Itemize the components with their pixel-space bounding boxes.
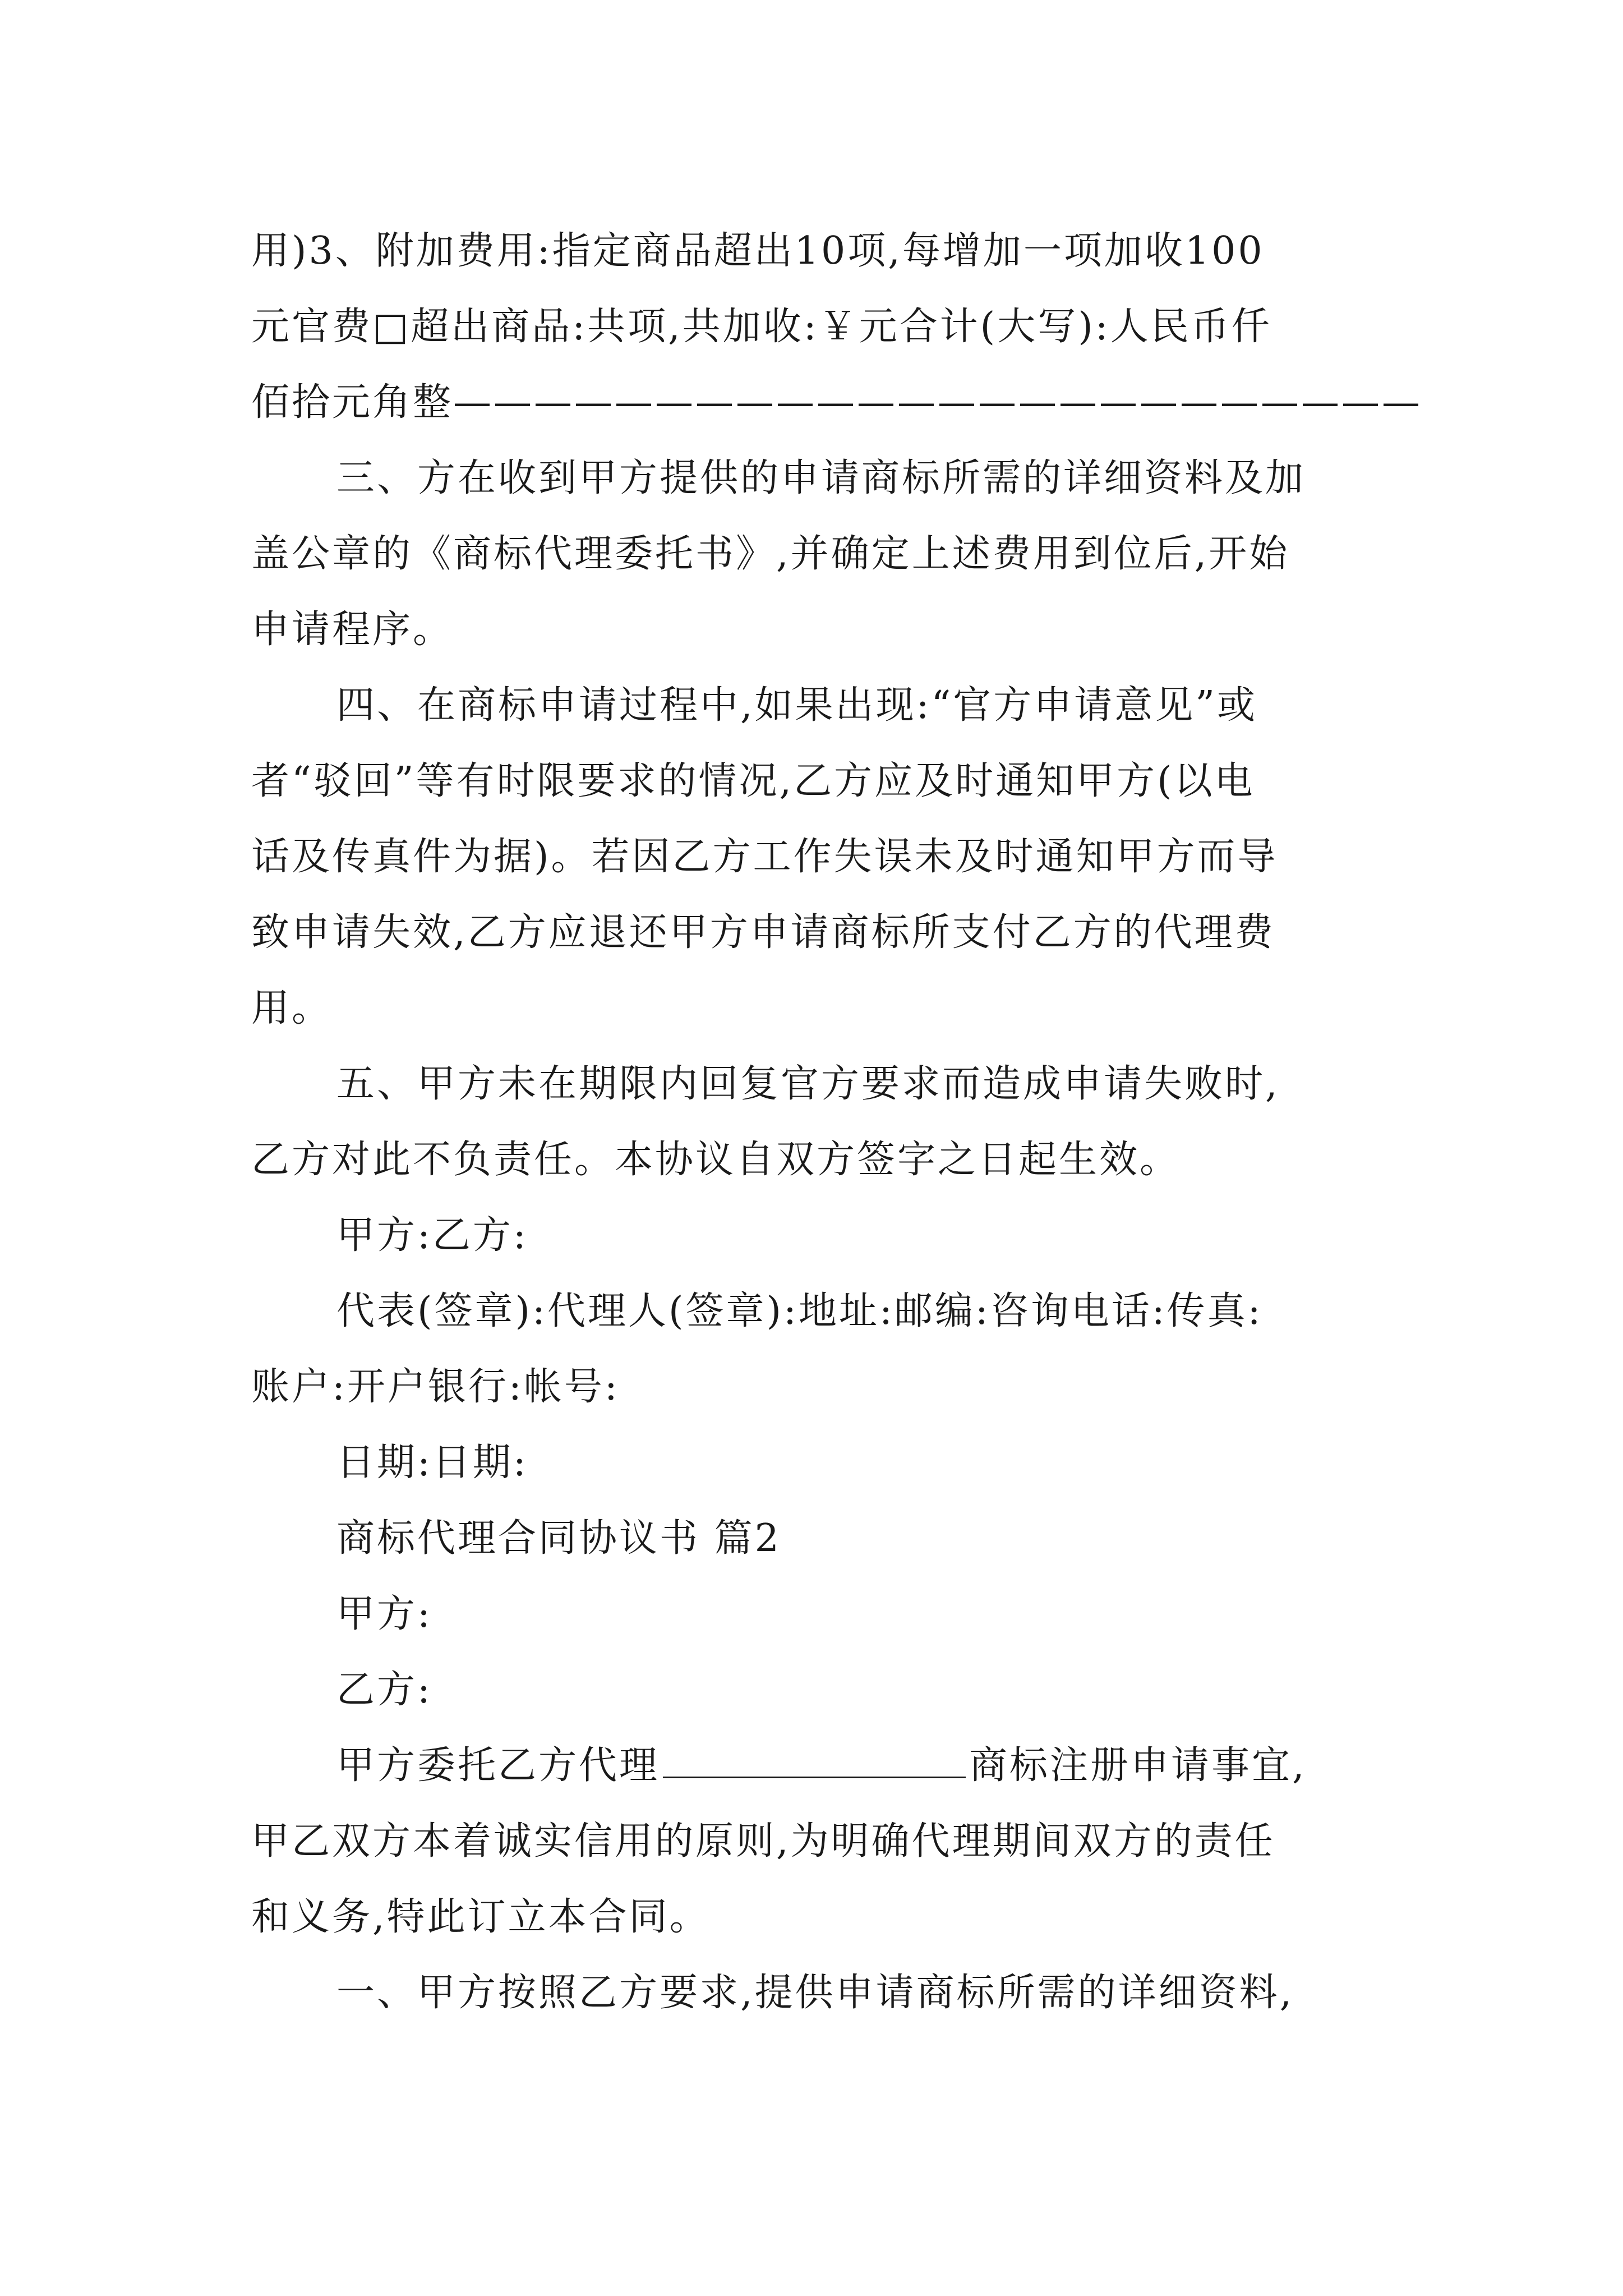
signature-fields: 代表(签章):代理人(签章):地址:邮编:咨询电话:传真: [336, 1289, 1263, 1333]
party-a-label: 甲方: [336, 1592, 432, 1636]
account-fields: 账户:开户银行:帐号: [251, 1365, 620, 1409]
text-line: 和义务,特此订立本合同。 [251, 1895, 710, 1939]
text-line: 致申请失效,乙方应退还甲方申请商标所支付乙方的代理费 [251, 910, 1275, 955]
section-three-start: 三、方在收到甲方提供的申请商标所需的详细资料及加 [336, 456, 1306, 500]
section-title: 商标代理合同协议书 篇2 [336, 1516, 781, 1561]
party-b-label: 乙方: [336, 1668, 432, 1712]
date-fields: 日期:日期: [336, 1441, 528, 1485]
text-line: 乙方对此不负责任。本协议自双方签字之日起生效。 [251, 1138, 1181, 1182]
section-five-start: 五、甲方未在期限内回复官方要求而造成申请失败时, [336, 1062, 1280, 1106]
text-line: 盖公章的《商标代理委托书》,并确定上述费用到位后,开始 [251, 532, 1290, 576]
clause-one-start: 一、甲方按照乙方要求,提供申请商标所需的详细资料, [336, 1971, 1294, 2015]
fill-in-blank [663, 1743, 966, 1778]
text-line: 元官费□超出商品:共项,共加收:￥元合计(大写):人民币仟 [251, 305, 1272, 349]
text-line: 者“驳回”等有时限要求的情况,乙方应及时通知甲方(以电 [251, 759, 1255, 803]
delegation-text-before: 甲方委托乙方代理 [336, 1743, 660, 1788]
party-labels: 甲方:乙方: [336, 1213, 528, 1258]
text-line: 申请程序。 [251, 608, 454, 652]
text-line: 甲乙双方本着诚实信用的原则,为明确代理期间双方的责任 [251, 1819, 1275, 1864]
document-body [251, 213, 1423, 2031]
text-line: 用。 [251, 986, 333, 1030]
text-line: 佰拾元角整———————————————————————— [251, 380, 1423, 425]
text-line: 用)3、附加费用:指定商品超出10项,每增加一项加收100 [251, 229, 1265, 273]
delegation-text-after: 商标注册申请事宜, [969, 1743, 1307, 1788]
section-four-start: 四、在商标申请过程中,如果出现:“官方申请意见”或 [336, 683, 1258, 728]
text-line: 话及传真件为据)。若因乙方工作失误未及时通知甲方而导 [251, 835, 1278, 879]
delegation-line [251, 1728, 1390, 1803]
